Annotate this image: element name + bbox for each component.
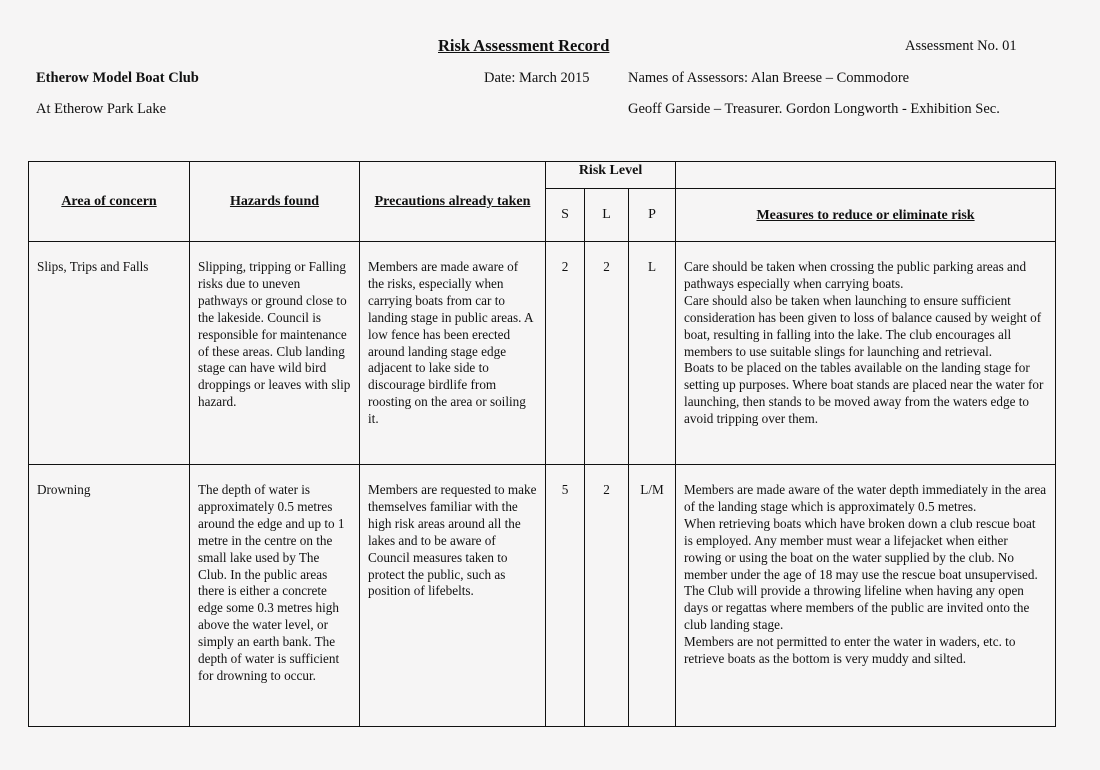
measure-item: Care should be taken when crossing the public parking areas and pathways especially when carrying boats. — [684, 259, 1027, 291]
precautions-cell: Members are made aware of the risks, especially when carrying boats from car to landing stage in public areas. A low fence has been erected around landing stage edge adjacent to lake side to discourage birdlife from roosting on the area or soiling it. — [360, 242, 546, 465]
measure-item: Members are not permitted to enter the water in waders, etc. to retrieve boats as the bottom is very muddy and silted. — [684, 634, 1016, 667]
severity-cell: 5 — [546, 465, 585, 727]
measures-cell — [676, 465, 1056, 727]
priority-cell: L — [629, 242, 676, 465]
assessment-date: Date: March 2015 — [484, 70, 590, 86]
assessment-number: Assessment No. 01 — [905, 38, 1017, 54]
likelihood-cell: 2 — [585, 242, 629, 465]
col-header-precautions: Precautions already taken — [360, 162, 546, 242]
header-row-top — [29, 162, 1056, 189]
measure-item: Members are made aware of the water depth immediately in the area of the landing stage which is approximately 0.5 metres. — [684, 482, 1047, 514]
risk-assessment-table — [28, 161, 1056, 727]
measure-item: When retrieving boats which have broken down a club rescue boat is employed. Any member must wear a lifejacket when either rowing or using the boat on the water supplied by the club. No member under the age of 18 may use the rescue boat unsupervised. — [684, 515, 1038, 582]
severity-cell: 2 — [546, 242, 585, 465]
hazards-cell: Slipping, tripping or Falling risks due to uneven pathways or ground close to the lakeside. Council is responsible for maintenance of these areas. Club landing stage can have wild bird droppings or leaves with slip hazard. — [190, 242, 360, 465]
assessors-line-2: Geoff Garside – Treasurer. Gordon Longworth - Exhibition Sec. — [628, 101, 1000, 117]
hazards-cell: The depth of water is approximately 0.5 metres around the edge and up to 1 metre in the centre on the small lake used by The Club. In the public areas there is either a concrete edge some 0.3 metres high above the water level, or simply an earth bank. The depth of water is sufficient for drowning to occur. — [190, 465, 360, 727]
col-header-hazards: Hazards found — [190, 162, 360, 242]
col-header-l: L — [585, 189, 629, 242]
area-cell: Slips, Trips and Falls — [29, 242, 190, 465]
table-row — [29, 242, 1056, 465]
priority-cell: L/M — [629, 465, 676, 727]
measure-item: The Club will provide a throwing lifeline when having any open days or regattas where members of the public are invited onto the club landing stage. — [684, 583, 1030, 633]
measures-cell — [676, 242, 1056, 465]
measure-item: Boats to be placed on the tables available on the landing stage for setting up purposes. Where boat stands are placed near the water for launching, then stands to be moved away from the waters edge to avoid tripping over them. — [684, 360, 1044, 427]
col-header-area: Area of concern — [29, 162, 190, 242]
precautions-cell: Members are requested to make themselves familiar with the high risk areas around all the lakes and to be aware of Council measures taken to protect the public, such as position of lifebelts. — [360, 465, 546, 727]
col-header-s: S — [546, 189, 585, 242]
col-header-blank — [676, 162, 1056, 189]
measure-item: Care should also be taken when launching to ensure sufficient consideration has been given to loss of balance caused by weight of boat, resulting in falling into the lake. The club encourages all members to use suitable slings for launching and retrieval. — [684, 292, 1042, 359]
area-cell: Drowning — [29, 465, 190, 727]
document-title: Risk Assessment Record — [438, 36, 610, 55]
location: At Etherow Park Lake — [36, 101, 167, 117]
club-name: Etherow Model Boat Club — [36, 70, 199, 86]
col-header-measures: Measures to reduce or eliminate risk — [676, 189, 1056, 242]
col-header-risk-level: Risk Level — [546, 162, 676, 189]
likelihood-cell: 2 — [585, 465, 629, 727]
table-row — [29, 465, 1056, 727]
assessors-line-1: Names of Assessors: Alan Breese – Commodore — [628, 70, 910, 86]
col-header-p: P — [629, 189, 676, 242]
